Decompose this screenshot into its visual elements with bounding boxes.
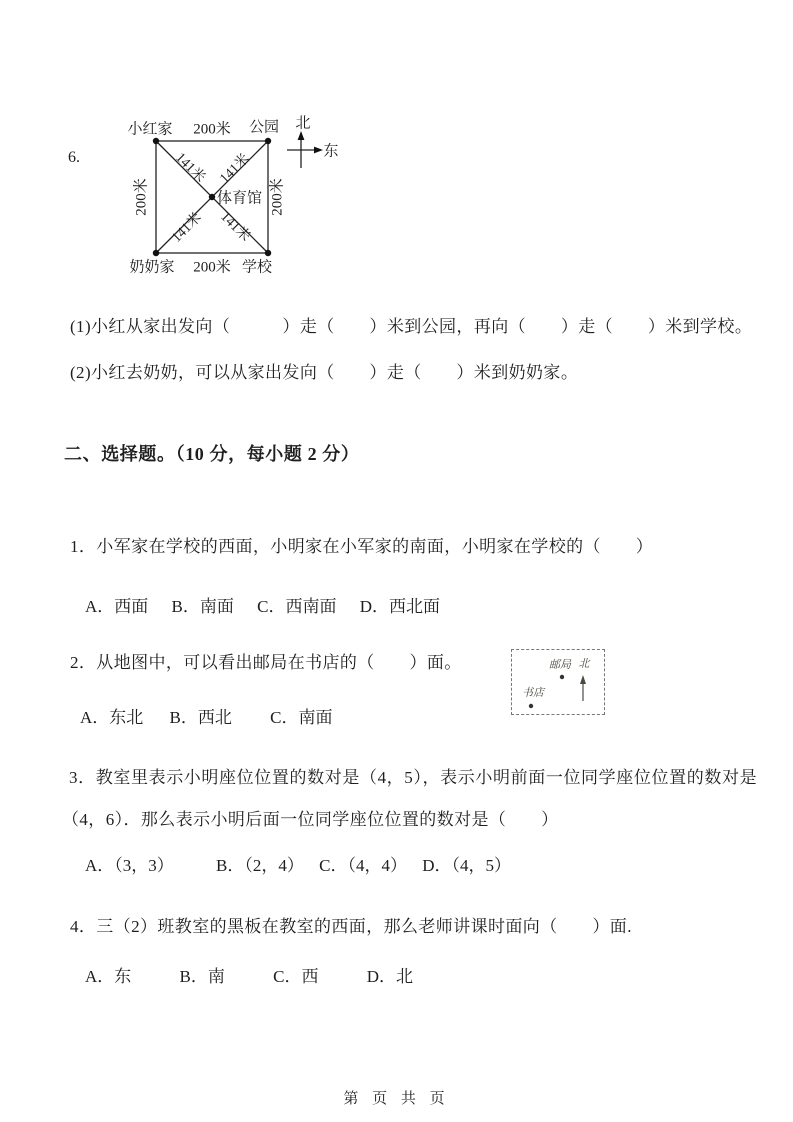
- q2-option-b: B．西北: [169, 708, 232, 727]
- map-label-top-distance: 200米: [193, 121, 231, 138]
- q1-option-c: C．西南面: [257, 597, 337, 616]
- compass-east-label: 东: [323, 143, 339, 160]
- q1-option-a: A．西面: [85, 597, 149, 616]
- q6-part1-blank-line: (1)小红从家出发向（ ）走（ ）米到公园，再向（ ）走（ ）米到学校。: [70, 317, 753, 336]
- q2-stem: 2．从地图中，可以看出邮局在书店的（ ）面。: [70, 653, 462, 672]
- q2-option-c: C．南面: [270, 708, 333, 727]
- map-label-left-distance: 200米: [133, 178, 150, 216]
- q2-options: [80, 703, 332, 728]
- q2-inset-map: [511, 649, 605, 715]
- inset-label-north: 北: [578, 658, 590, 670]
- map-label-right-distance: 200米: [269, 178, 286, 216]
- q3-option-a: A．（3，3）: [85, 856, 174, 875]
- q3-option-d: D．（4，5）: [422, 856, 511, 875]
- q6-map-diagram: [60, 108, 360, 288]
- map-label-school: 学校: [241, 259, 273, 276]
- map-label-diag-ul: 141米: [172, 150, 208, 186]
- q6-part2-blank-line: (2)小红去奶奶，可以从家出发向（ ）走（ ）米到奶奶家。: [70, 363, 579, 382]
- q1-option-d: D．西北面: [359, 597, 440, 616]
- map-label-diag-ll: 141米: [169, 210, 205, 246]
- section2-title: 二、选择题。（10 分，每小题 2 分）: [64, 444, 360, 464]
- q3-option-b: B．（2，4）: [216, 856, 304, 875]
- inset-label-bookstore: 书店: [522, 687, 544, 699]
- q4-options: [85, 962, 457, 987]
- map-label-diag-lr: 141米: [217, 209, 253, 245]
- q4-stem: 4．三（2）班教室的黑板在教室的西面，那么老师讲课时面向（ ）面.: [70, 917, 632, 936]
- q2-option-a: A．东北: [80, 708, 144, 727]
- map-label-gym: 体育馆: [217, 190, 263, 207]
- q3-option-c: C．（4，4）: [319, 856, 407, 875]
- map-label-xiaohong-home: 小红家: [127, 121, 173, 138]
- map-label-diag-ur: 141米: [217, 151, 253, 187]
- question-6-number: 6.: [68, 149, 80, 166]
- q1-stem: 1．小军家在学校的西面，小明家在小军家的南面，小明家在学校的（ ）: [70, 537, 654, 556]
- inset-label-post-office: 邮局: [549, 659, 571, 671]
- q4-option-c: C．西: [273, 967, 319, 986]
- q3-options: [85, 851, 511, 876]
- q4-option-d: D．北: [366, 967, 413, 986]
- inset-north-arrow: [580, 675, 586, 684]
- page-footer: 第 页 共 页: [343, 1091, 450, 1107]
- q1-options: [85, 592, 459, 617]
- q3-stem: 3．教室里表示小明座位位置的数对是（4，5），表示小明前面一位同学座位位置的数对是（4，6）．那么表示小明后面一位同学座位位置的数对是（ ）: [62, 768, 757, 829]
- q1-option-b: B．南面: [171, 597, 234, 616]
- map-label-park: 公园: [248, 119, 280, 136]
- q4-option-b: B．南: [179, 967, 225, 986]
- map-label-grandma-home: 奶奶家: [129, 259, 175, 276]
- q4-option-a: A．东: [85, 967, 132, 986]
- compass-east-arrow: [314, 147, 323, 154]
- map-label-bottom-distance: 200米: [193, 259, 231, 276]
- compass-north-label: 北: [295, 115, 311, 132]
